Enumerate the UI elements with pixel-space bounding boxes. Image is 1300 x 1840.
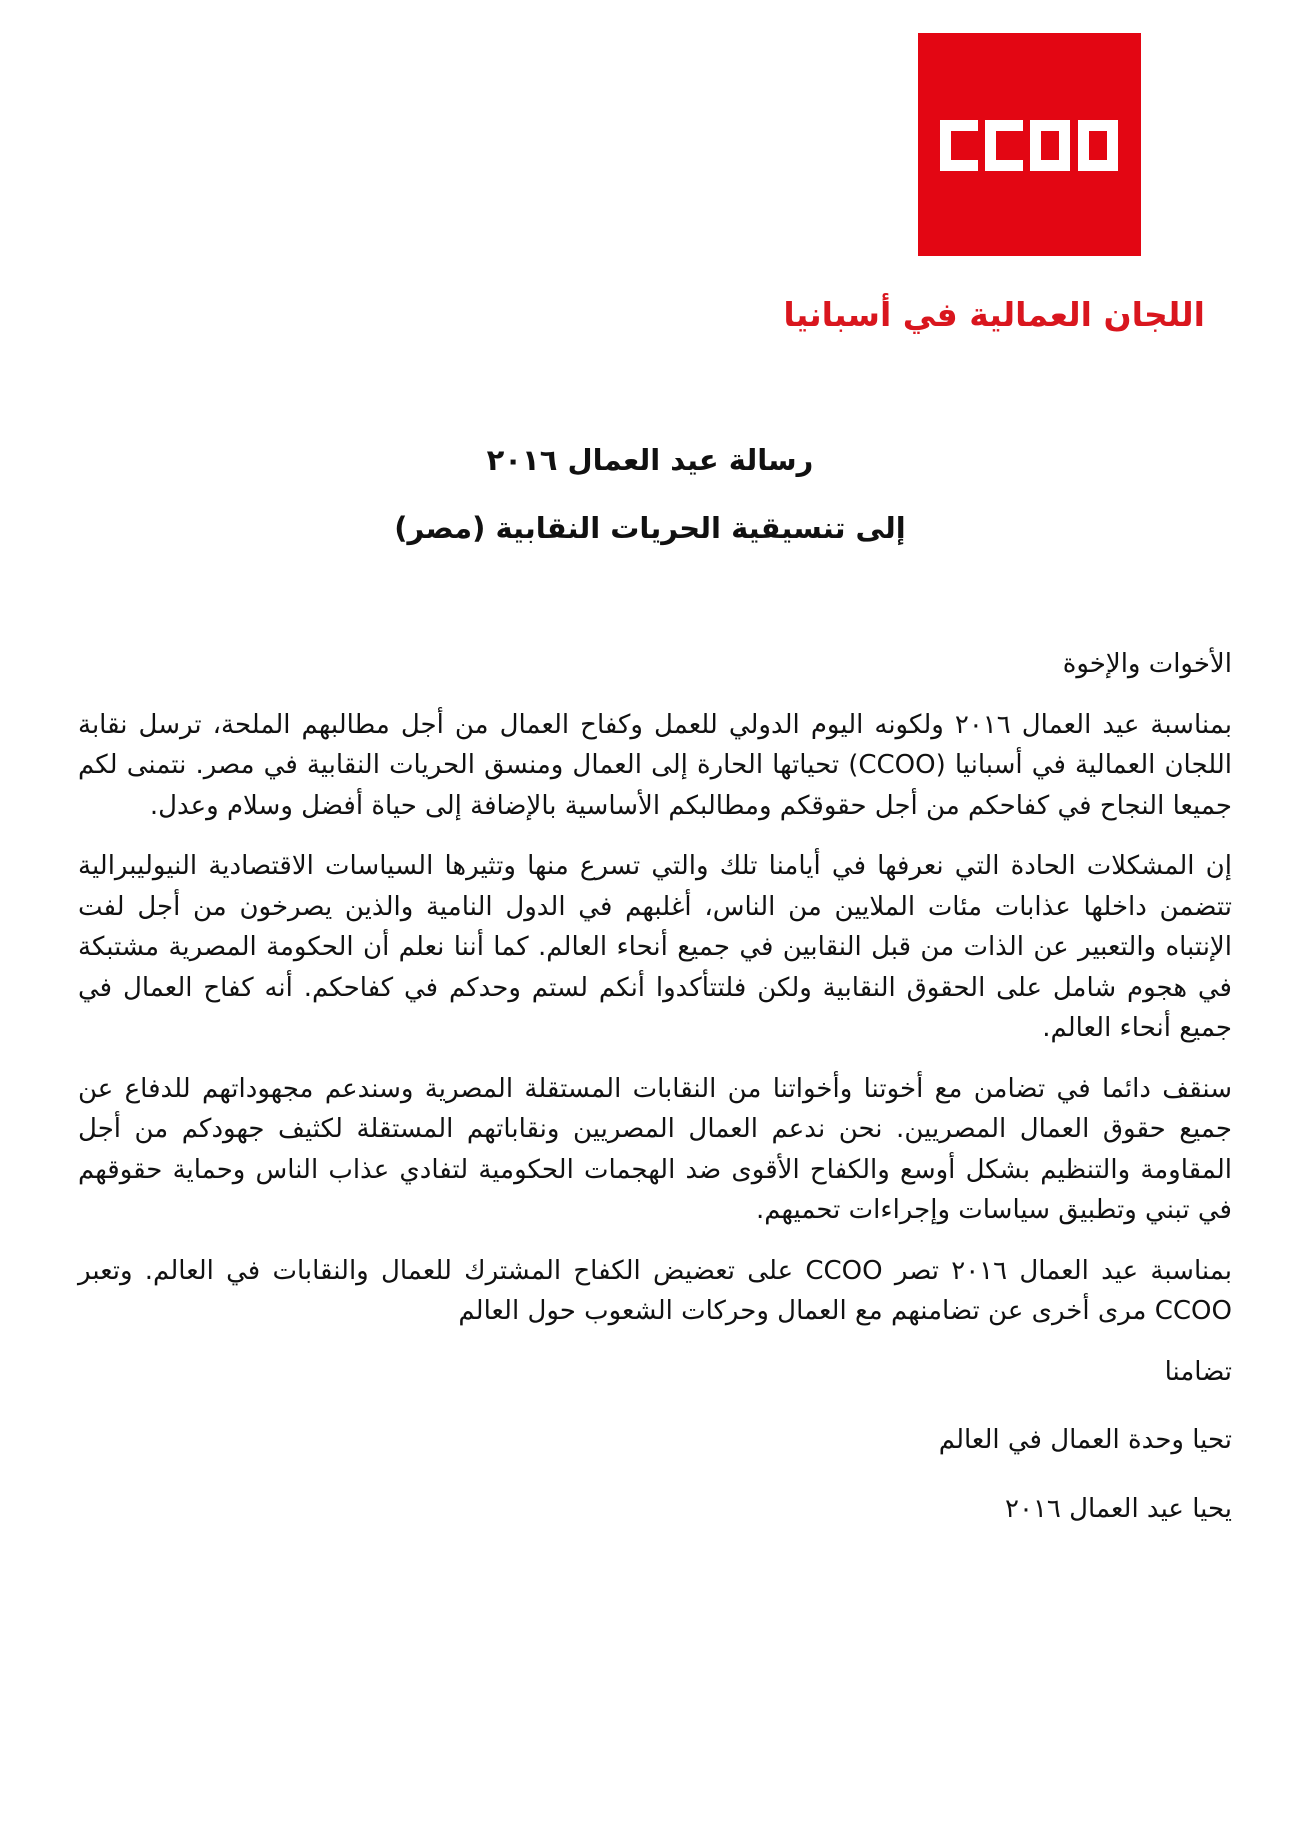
letter-body bbox=[78, 644, 1232, 1557]
paragraph: بمناسبة عيد العمال ٢٠١٦ ولكونه اليوم الدولي للعمل وكفاح العمال من أجل مطالبهم الملحة، ترسل نقابة اللجان العمالية في أسبانيا (CCOO) تحياتها الحارة إلى العمال ومنسق الحريات النقابية في مصر. نتمنى لكم جميعا النجاح في كفاحكم من أجل حقوقكم ومطالبكم الأساسية بالإضافة إلى حياة أفضل وسلام وعدل. bbox=[78, 709, 1233, 821]
org-name: اللجان العمالية في أسبانيا bbox=[783, 295, 1205, 334]
paragraph: بمناسبة عيد العمال ٢٠١٦ تصر CCOO على تعضيض الكفاح المشترك للعمال والنقابات في العالم. وتعبر CCOO مرى أخرى عن تضامنهم مع العمال وحركات الشعوب حول العالم bbox=[78, 1255, 1232, 1326]
letter-subtitle: إلى تنسيقية الحريات النقابية (مصر) bbox=[394, 511, 906, 545]
letter-heading bbox=[0, 440, 1300, 576]
letter-title: رسالة عيد العمال ٢٠١٦ bbox=[486, 443, 814, 477]
closing-unity: تحيا وحدة العمال في العالم bbox=[938, 1425, 1232, 1455]
closing-solidarity: تضامنا bbox=[1164, 1356, 1232, 1387]
closing-mayday: يحيا عيد العمال ٢٠١٦ bbox=[1005, 1493, 1232, 1524]
salutation: الأخوات والإخوة bbox=[1062, 649, 1232, 679]
ccoo-logo-icon bbox=[918, 33, 1141, 256]
paragraph: إن المشكلات الحادة التي نعرفها في أيامنا تلك والتي تسرع منها وتثيرها السياسات الاقتصادية النيوليبرالية تتضمن داخلها عذابات مئات الملايين من الناس، أغلبهم في الدول النامية والذين يصرخون من أجل لفت الإنتباه والتعبير عن الذات من قبل النقابين في جميع أنحاء العالم. كما أننا نعلم أن الحكومة المصرية مشتبكة في هجوم شامل على الحقوق النقابية ولكن فلتتأكدوا أنكم لستم وحدكم في كفاحكم. أنه كفاح العمال في جميع أنحاء العالم. bbox=[78, 851, 1232, 1043]
paragraph: سنقف دائما في تضامن مع أخوتنا وأخواتنا من النقابات المستقلة المصرية وسندعم مجهوداتهم للدفاع عن جميع حقوق العمال المصريين. نحن ندعم العمال المصريين ونقاباتهم المستقلة لكثيف جهودكم من أجل المقاومة والتنظيم بشكل أوسع والكفاح الأقوى ضد الهجمات الحكومية لتفادي عذاب الناس وحماية حقوقهم في تبني وتطبيق سياسات وإجراءات تحميهم. bbox=[78, 1073, 1232, 1225]
ccoo-logo bbox=[918, 33, 1141, 256]
